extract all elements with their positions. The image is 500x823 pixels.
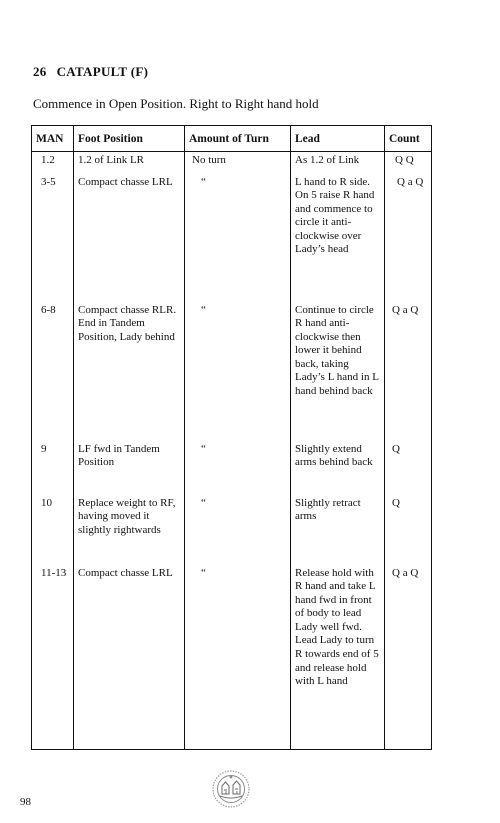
cell-foot-position: Compact chasse LRL	[74, 174, 185, 302]
cell-foot-position: Compact chasse RLR. End in Tandem Position, Lady behind	[74, 302, 185, 441]
cell-foot-position: 1.2 of Link LR	[74, 152, 185, 174]
cell-lead: Continue to circle R hand anti-clockwise then lower it behind back, taking Lady’s L hand in L hand behind back	[291, 302, 385, 441]
table-header-row	[32, 126, 432, 152]
table-row	[32, 495, 432, 565]
cell-count: Q	[385, 441, 432, 495]
header-man: MAN	[32, 126, 74, 152]
cell-man: 10	[32, 495, 74, 565]
cell-foot-position: Compact chasse LRL	[74, 565, 185, 750]
library-seal-graphic	[211, 769, 251, 809]
table-row	[32, 565, 432, 750]
cell-count: Q a Q	[385, 565, 432, 750]
cell-man: 3-5	[32, 174, 74, 302]
cell-lead: Release hold with R hand and take L hand fwd in front of body to lead Lady well fwd. Lead Lady to turn R towards end of 5 and release hold with L hand	[291, 565, 385, 750]
intro-text: Commence in Open Position. Right to Right hand hold	[33, 96, 319, 111]
table-row	[32, 152, 432, 174]
cell-amount-of-turn: “	[185, 441, 291, 495]
table-row	[32, 174, 432, 302]
cell-amount-of-turn: “	[185, 174, 291, 302]
cell-count: Q Q	[385, 152, 432, 174]
cell-amount-of-turn: “	[185, 565, 291, 750]
cell-lead: Slightly retract arms	[291, 495, 385, 565]
header-lead: Lead	[291, 126, 385, 152]
figure-number: 26	[33, 64, 47, 79]
steps-table	[31, 125, 432, 750]
header-count: Count	[385, 126, 432, 152]
cell-man: 11-13	[32, 565, 74, 750]
cell-man: 6-8	[32, 302, 74, 441]
cell-count: Q a Q	[385, 302, 432, 441]
page-heading	[33, 64, 148, 80]
cell-foot-position: Replace weight to RF, having moved it slightly rightwards	[74, 495, 185, 565]
library-seal-icon	[211, 769, 251, 809]
page-number: 98	[20, 796, 31, 808]
cell-lead: As 1.2 of Link	[291, 152, 385, 174]
table-row	[32, 441, 432, 495]
cell-amount-of-turn: “	[185, 495, 291, 565]
header-foot-position: Foot Position	[74, 126, 185, 152]
cell-foot-position: LF fwd in Tandem Position	[74, 441, 185, 495]
cell-count: Q a Q	[385, 174, 432, 302]
header-amount-of-turn: Amount of Turn	[185, 126, 291, 152]
cell-lead: Slightly extend arms behind back	[291, 441, 385, 495]
cell-amount-of-turn: No turn	[185, 152, 291, 174]
figure-title: CATAPULT (F)	[56, 64, 149, 79]
cell-lead: L hand to R side. On 5 raise R hand and commence to circle it anti-clockwise over Lady’s head	[291, 174, 385, 302]
cell-count: Q	[385, 495, 432, 565]
cell-amount-of-turn: “	[185, 302, 291, 441]
cell-man: 1.2	[32, 152, 74, 174]
cell-man: 9	[32, 441, 74, 495]
table-row	[32, 302, 432, 441]
